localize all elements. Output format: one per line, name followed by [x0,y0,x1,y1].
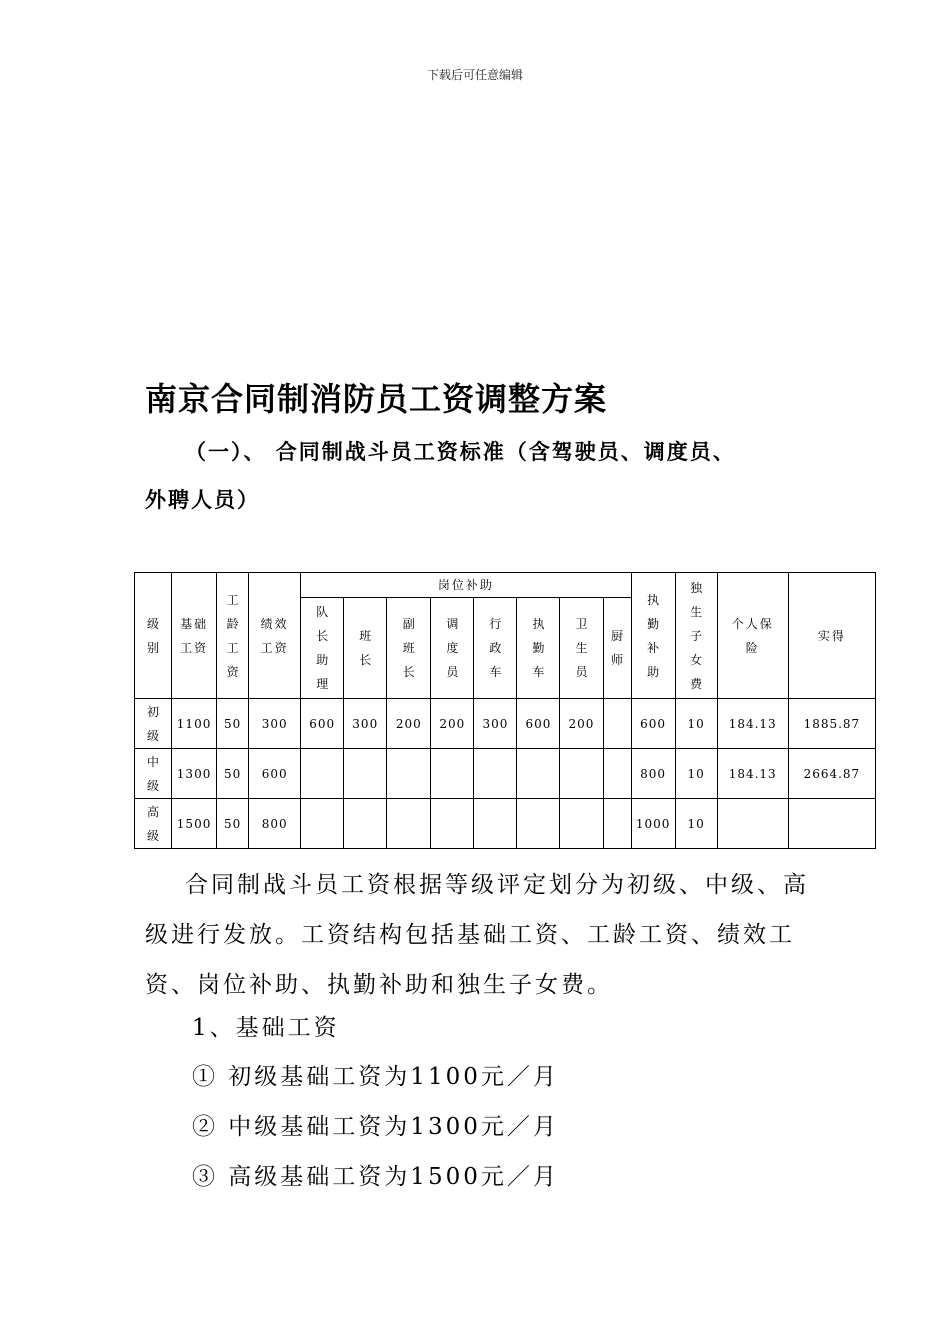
cell-post-allowance [474,799,517,849]
cell-post-allowance [603,699,631,749]
cell-only-child-fee: 10 [675,749,717,799]
cell-post-allowance: 300 [474,699,517,749]
header-personal-insurance: 个人保 险 [717,573,788,699]
table-row [135,699,876,749]
cell-seniority-pay: 50 [217,799,249,849]
section-subheading: 1、基础工资 [192,1015,340,1041]
salary-table [134,572,876,849]
cell-post-allowance [344,799,387,849]
cell-performance-pay: 800 [249,799,301,849]
cell-only-child-fee: 10 [675,799,717,849]
header-post-item: 调 度 员 [431,598,474,699]
cell-post-allowance [344,749,387,799]
cell-post-allowance: 200 [560,699,603,749]
cell-post-allowance [603,749,631,799]
cell-base-salary: 1500 [172,799,217,849]
cell-post-allowance: 600 [517,699,560,749]
header-post-item: 厨 师 [603,598,631,699]
cell-post-allowance [517,749,560,799]
cell-level: 初 级 [135,699,172,749]
cell-net-pay: 1885.87 [788,699,875,749]
header-duty-allowance: 执 勤 补 助 [631,573,675,699]
cell-level: 高 级 [135,799,172,849]
header-performance-pay: 绩效 工资 [249,573,301,699]
cell-only-child-fee: 10 [675,699,717,749]
header-only-child-fee: 独 生 子 女 费 [675,573,717,699]
cell-post-allowance [560,749,603,799]
cell-duty-allowance: 1000 [631,799,675,849]
cell-post-allowance: 300 [344,699,387,749]
cell-seniority-pay: 50 [217,749,249,799]
cell-performance-pay: 600 [249,749,301,799]
document-title: 南京合同制消防员工资调整方案 [145,380,608,418]
cell-base-salary: 1300 [172,749,217,799]
header-post-item: 班 长 [344,598,387,699]
cell-seniority-pay: 50 [217,699,249,749]
header-post-allowance: 岗位补助 [301,573,631,598]
cell-net-pay: 2664.87 [788,749,875,799]
cell-personal-insurance [717,799,788,849]
section-heading-line2: 外聘人员） [145,488,260,512]
cell-post-allowance: 200 [387,699,431,749]
cell-post-allowance: 600 [301,699,344,749]
page-header: 下载后可任意编辑 [426,68,523,82]
body-paragraph: 合同制战斗员工资根据等级评定划分为初级、中级、高级进行发放。工资结构包括基础工资、工龄工资、绩效工资、岗位补助、执勤补助和独生子女费。 [145,872,809,998]
cell-personal-insurance: 184.13 [717,749,788,799]
header-post-item: 执 勤 车 [517,598,560,699]
list-item: ② 中级基础工资为1300元／月 [192,1114,559,1140]
cell-post-allowance: 200 [431,699,474,749]
cell-post-allowance [431,799,474,849]
header-base-salary: 基础 工资 [172,573,217,699]
cell-post-allowance [387,799,431,849]
cell-post-allowance [603,799,631,849]
cell-post-allowance [301,799,344,849]
cell-base-salary: 1100 [172,699,217,749]
header-post-item: 队 长 助 理 [301,598,344,699]
cell-duty-allowance: 800 [631,749,675,799]
header-level: 级 别 [135,573,172,699]
header-seniority-pay: 工 龄 工 资 [217,573,249,699]
cell-duty-allowance: 600 [631,699,675,749]
cell-level: 中 级 [135,749,172,799]
header-post-item: 副 班 长 [387,598,431,699]
cell-post-allowance [387,749,431,799]
table-row [135,749,876,799]
cell-performance-pay: 300 [249,699,301,749]
header-post-item: 卫 生 员 [560,598,603,699]
list-item: ③ 高级基础工资为1500元／月 [192,1164,559,1190]
list-item: ① 初级基础工资为1100元／月 [192,1064,559,1090]
header-net-pay: 实得 [788,573,875,699]
section-heading-line1: （一）、 合同制战斗员工资标准（含驾驶员、调度员、 [185,440,736,464]
cell-personal-insurance: 184.13 [717,699,788,749]
cell-post-allowance [431,749,474,799]
cell-post-allowance [474,749,517,799]
cell-net-pay [788,799,875,849]
cell-post-allowance [560,799,603,849]
header-post-item: 行 政 车 [474,598,517,699]
cell-post-allowance [301,749,344,799]
cell-post-allowance [517,799,560,849]
table-row [135,799,876,849]
